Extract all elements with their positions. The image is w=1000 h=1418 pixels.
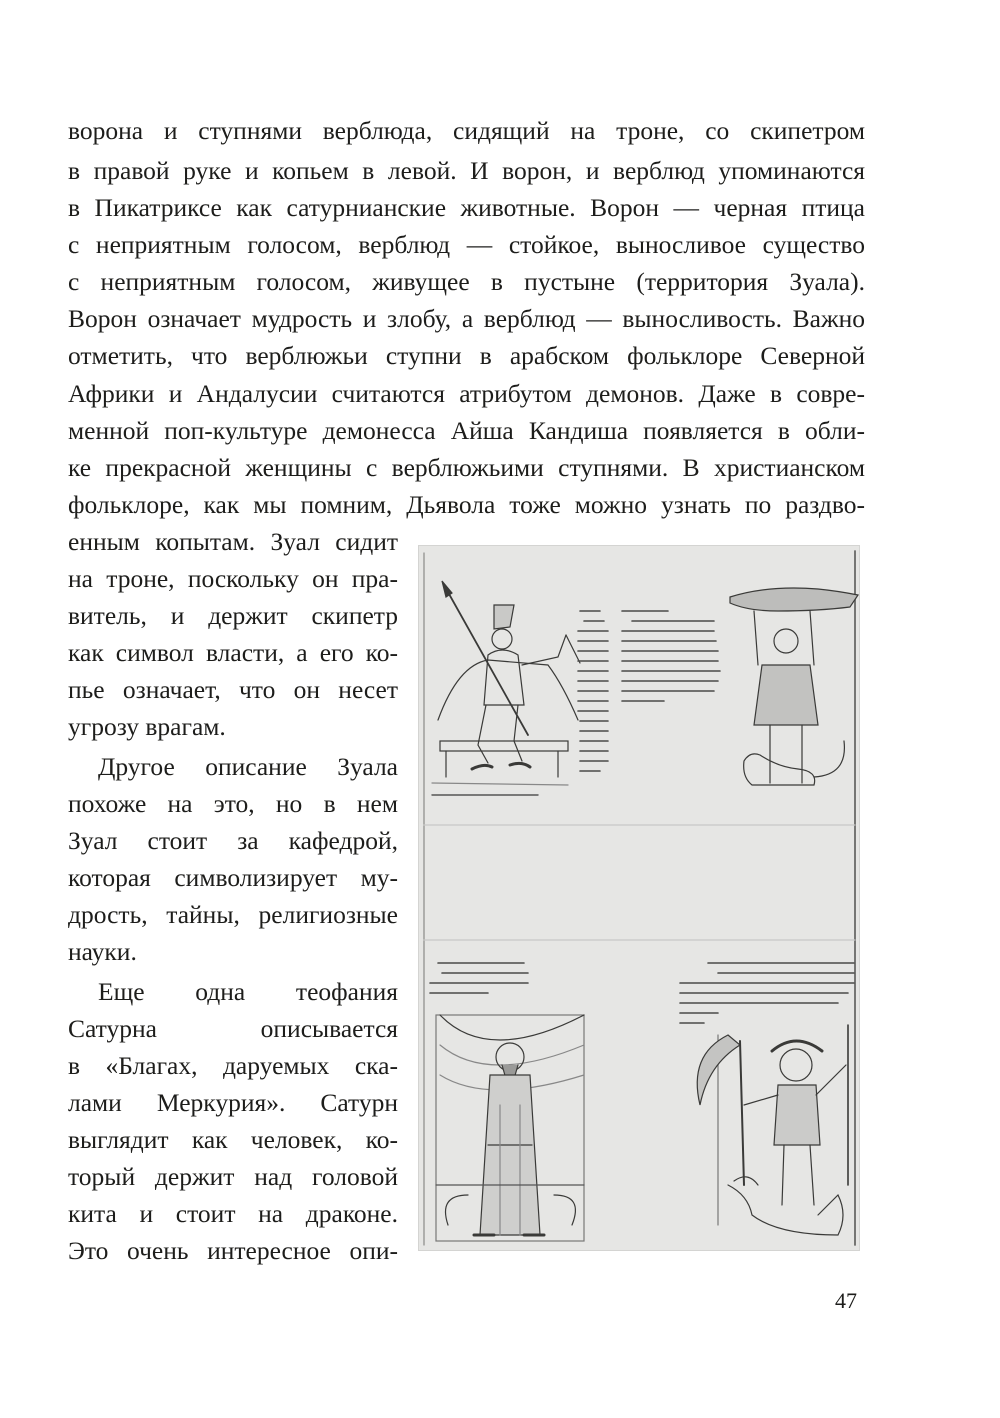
text-line: витель, и держит скипетр — [68, 601, 398, 630]
text-line: отметить, что верблюжьи ступни в арабском фольклоре Северной — [68, 341, 865, 370]
paragraph-start-line: Еще одна теофания — [98, 977, 398, 1006]
text-line: с неприятным голосом, верблюд — стойкое, выносливое существо — [68, 230, 865, 259]
text-line: фольклоре, как мы помним, Дьявола тоже можно узнать по раздво- — [68, 490, 865, 519]
text-line: ворона и ступнями верблюда, сидящий на троне, со скипетром — [68, 116, 865, 145]
text-line: угрозу врагам. — [68, 712, 226, 741]
paragraph-start-line: Другое описание Зуала — [98, 752, 398, 781]
page-number: 47 — [835, 1288, 857, 1313]
manuscript-illustration — [418, 545, 860, 1251]
text-line: Сатурна описывается — [68, 1014, 398, 1043]
text-line: кита и стоит на драконе. — [68, 1199, 398, 1228]
scythe-figure — [697, 1025, 848, 1235]
text-line: торый держит над головой — [68, 1162, 398, 1191]
robed-figure — [436, 1015, 584, 1241]
text-line: в Пикатриксе как сатурнианские животные. Ворон — черная птица — [68, 193, 865, 222]
text-line: менной поп-культуре демонесса Айша Кандиша появляется в обли- — [68, 416, 865, 445]
text-line: в правой руке и копьем в левой. И ворон, и верблюд упоминаются — [68, 156, 865, 185]
text-line: как символ власти, а его ко- — [68, 638, 398, 667]
fish-bearer-figure — [730, 588, 858, 785]
text-line: лами Меркурия». Сатурн — [68, 1088, 398, 1117]
text-line: енным копытам. Зуал сидит — [68, 527, 398, 556]
text-line: пье означает, что он несет — [68, 675, 398, 704]
seated-figure — [432, 581, 580, 785]
text-line: Ворон означает мудрость и злобу, а верблюд — выносливость. Важно — [68, 304, 865, 333]
text-line: дрость, тайны, религиозные — [68, 900, 398, 929]
text-line: с неприятным голосом, живущее в пустыне (территория Зуала). — [68, 267, 865, 296]
text-line: на троне, поскольку он пра- — [68, 564, 398, 593]
manuscript-drawing-icon — [418, 545, 860, 1251]
text-line: в «Благах, даруемых ска- — [68, 1051, 398, 1080]
text-line: Африки и Андалусии считаются атрибутом демонов. Даже в совре- — [68, 379, 865, 408]
text-line: Зуал стоит за кафедрой, — [68, 826, 398, 855]
text-line: похоже на это, но в нем — [68, 789, 398, 818]
text-line: ке прекрасной женщины с верблюжьими ступнями. В христианском — [68, 453, 865, 482]
text-line: науки. — [68, 937, 137, 966]
text-line: выглядит как человек, ко- — [68, 1125, 398, 1154]
text-line: которая символизирует му- — [68, 863, 398, 892]
text-line: Это очень интересное опи- — [68, 1236, 398, 1265]
